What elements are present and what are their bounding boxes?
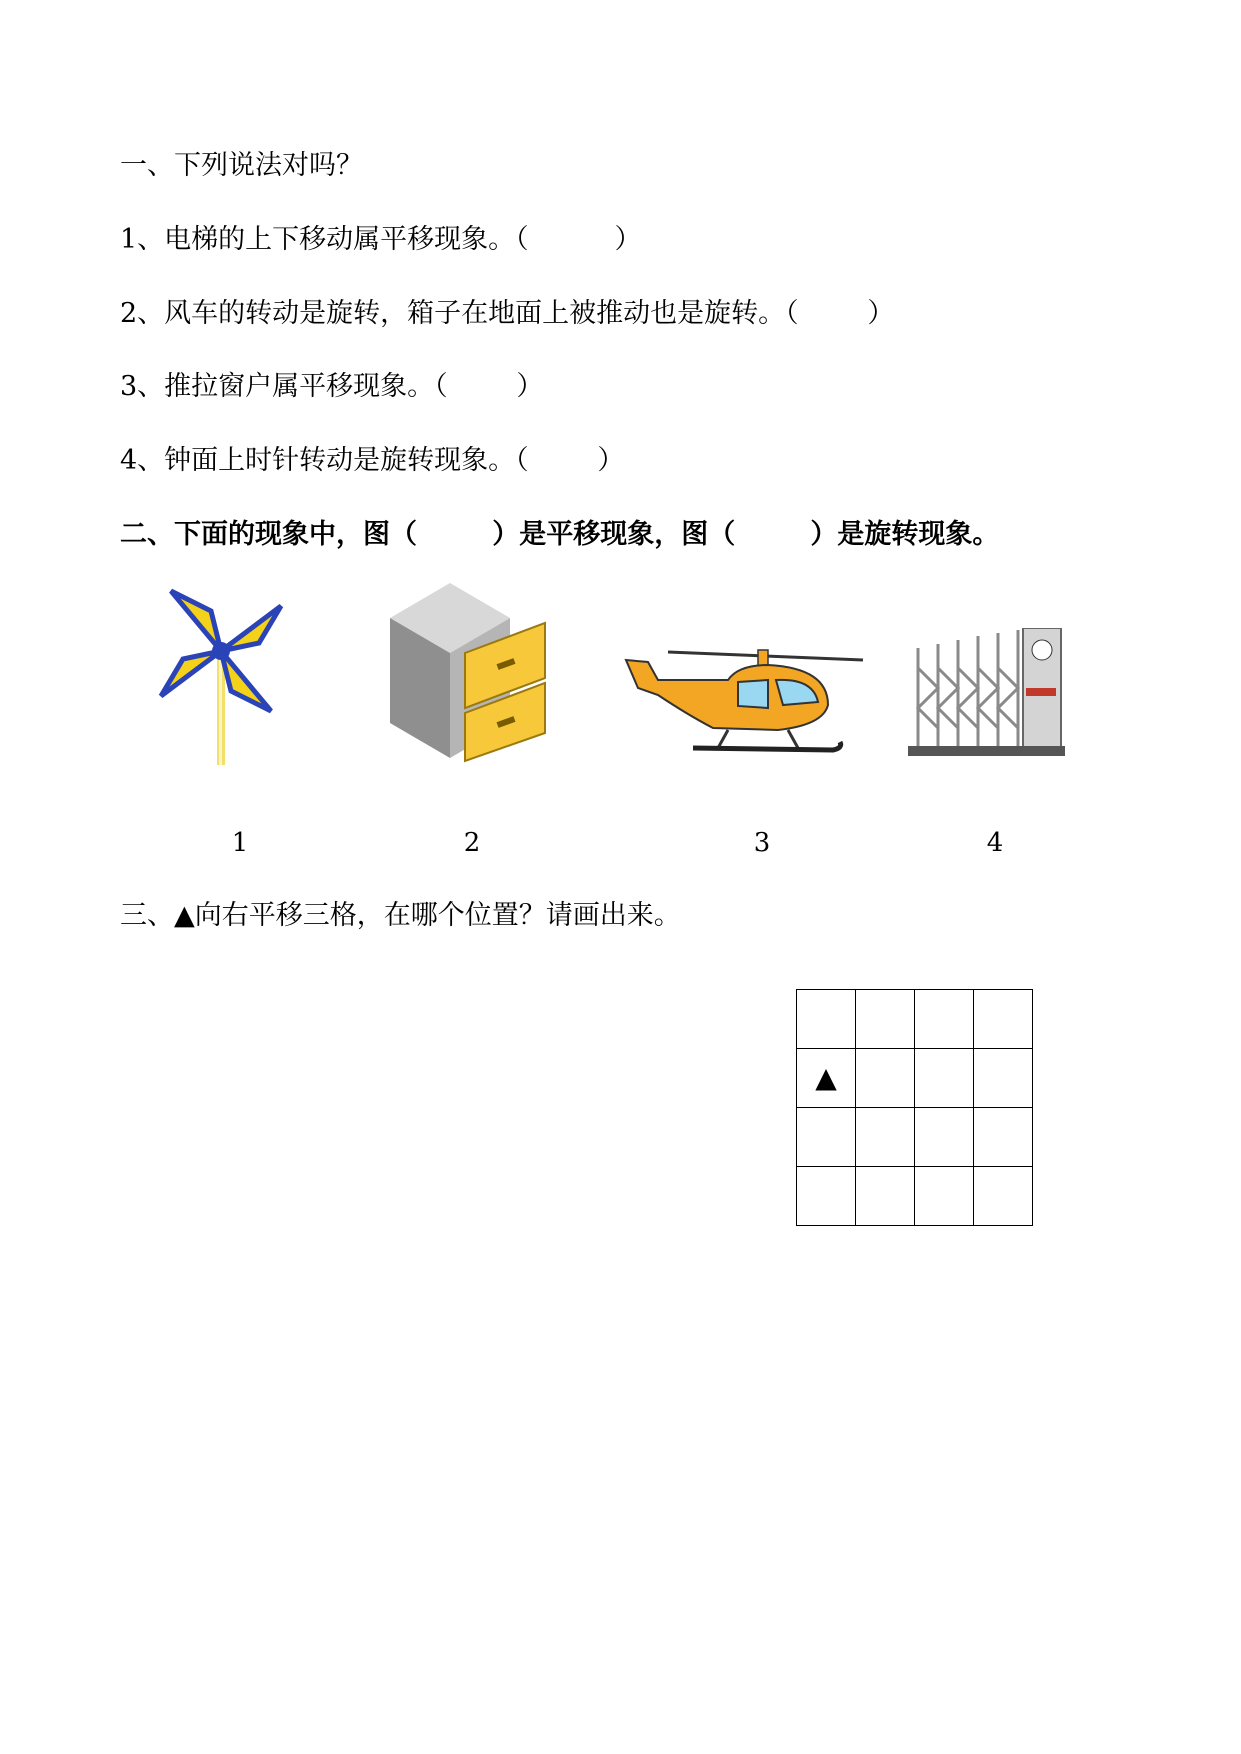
filing-cabinet-image — [385, 583, 555, 763]
grid-cell[interactable] — [915, 990, 974, 1049]
grid-cell[interactable] — [797, 1108, 856, 1167]
grid-cell[interactable] — [856, 990, 915, 1049]
translation-grid — [796, 989, 1033, 1226]
grid-row — [797, 990, 1033, 1049]
section2-title: 二、下面的现象中，图（ ）是平移现象，图（ ）是旋转现象。 — [120, 519, 1000, 550]
triangle-cell[interactable]: ▲ — [797, 1049, 856, 1108]
grid-cell[interactable] — [974, 1167, 1033, 1226]
image-label-2: 2 — [463, 828, 481, 858]
question-2: 2、风车的转动是旋转，箱子在地面上被推动也是旋转。（ ） — [120, 298, 895, 329]
grid-cell[interactable] — [974, 1049, 1033, 1108]
grid-cell[interactable] — [974, 1108, 1033, 1167]
question-3: 3、推拉窗户属平移现象。（ ） — [120, 371, 544, 402]
image-label-3: 3 — [753, 828, 771, 858]
grid-cell[interactable] — [915, 1108, 974, 1167]
grid-row — [797, 1049, 1033, 1108]
question-4: 4、钟面上时针转动是旋转现象。（ ） — [120, 445, 625, 476]
grid-cell[interactable] — [915, 1049, 974, 1108]
grid-cell[interactable] — [915, 1167, 974, 1226]
grid-cell[interactable] — [856, 1049, 915, 1108]
retractable-gate-image — [908, 628, 1065, 756]
section1-title: 一、下列说法对吗？ — [120, 150, 363, 181]
image-label-4: 4 — [986, 828, 1004, 858]
grid-cell[interactable] — [856, 1108, 915, 1167]
grid-row — [797, 1167, 1033, 1226]
helicopter-image — [618, 640, 868, 760]
grid-cell[interactable] — [797, 1167, 856, 1226]
grid-cell[interactable] — [856, 1167, 915, 1226]
question-1: 1、电梯的上下移动属平移现象。（ ） — [120, 224, 642, 255]
pinwheel-image — [155, 585, 290, 765]
grid-cell[interactable] — [797, 990, 856, 1049]
grid-row — [797, 1108, 1033, 1167]
section3-title: 三、▲向右平移三格，在哪个位置？请画出来。 — [120, 900, 681, 931]
grid-cell[interactable] — [974, 990, 1033, 1049]
image-label-1: 1 — [231, 828, 249, 858]
